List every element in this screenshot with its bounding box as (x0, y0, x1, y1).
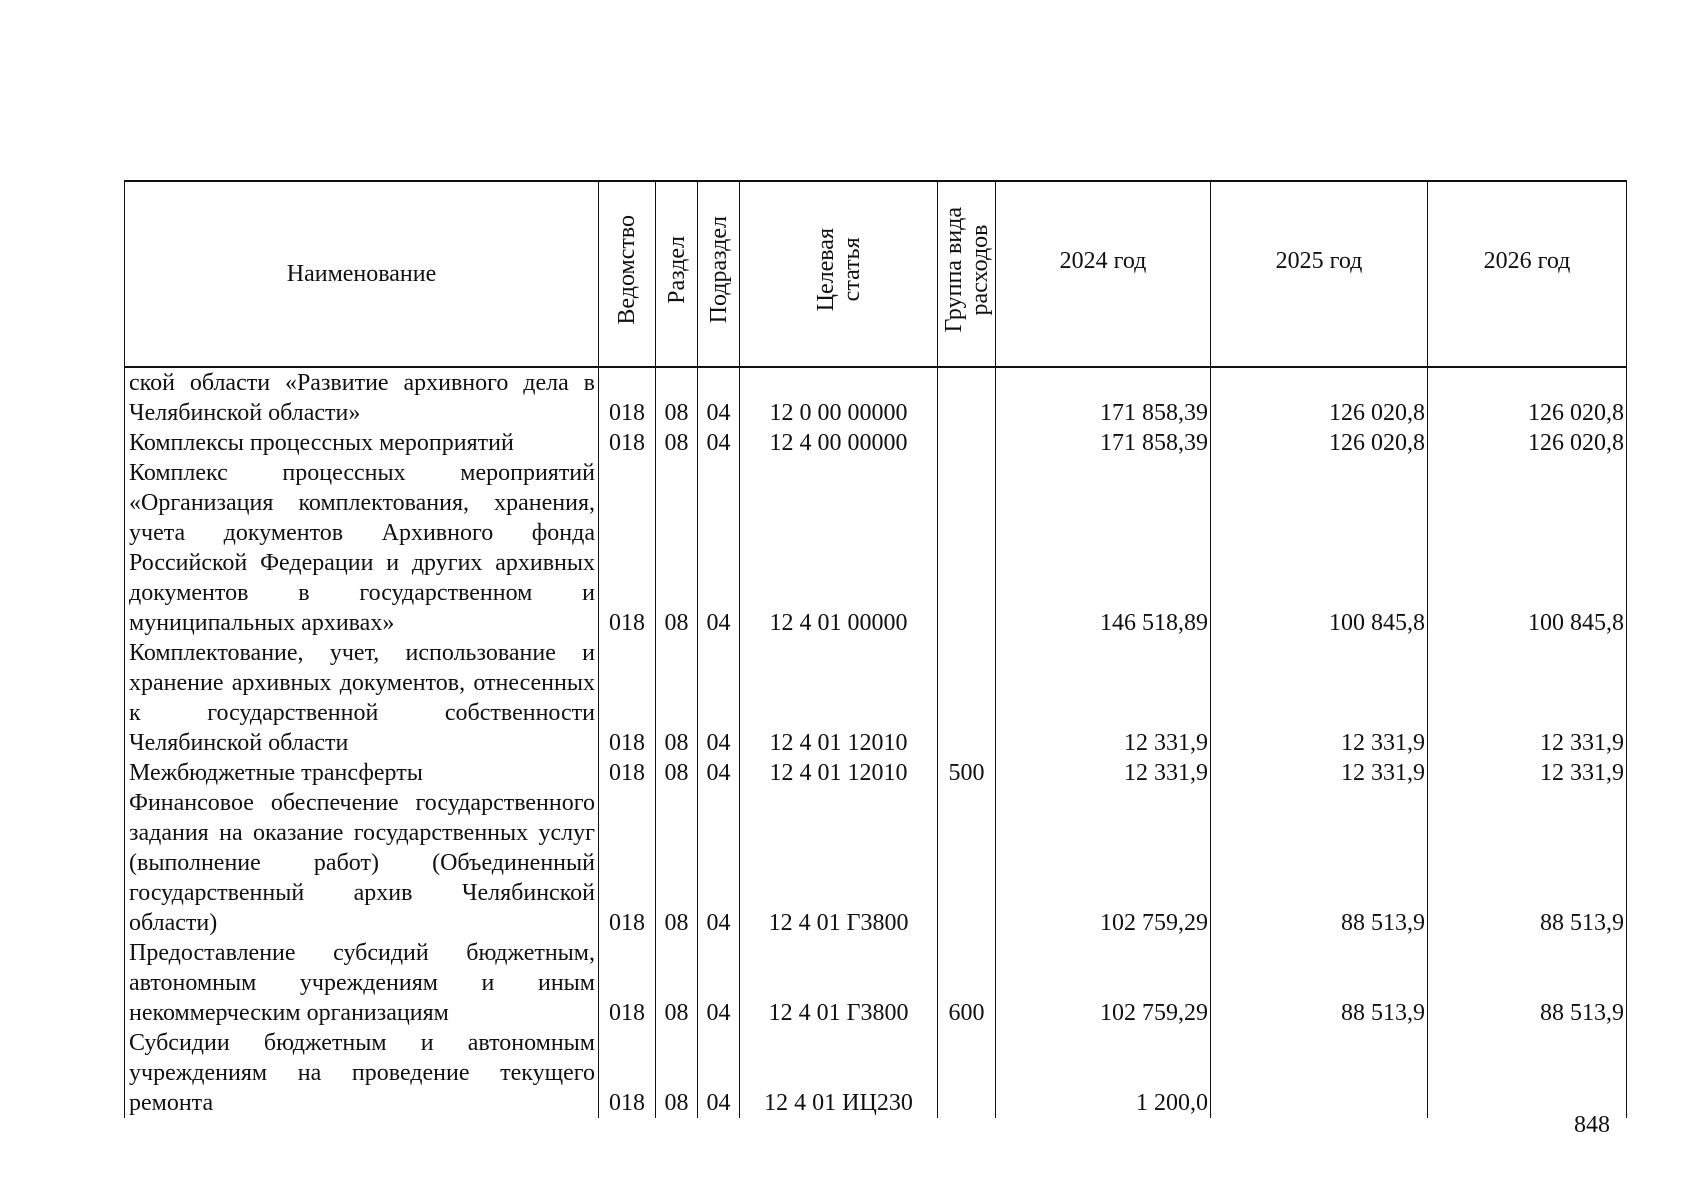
row-y2026: 12 331,9 (1428, 638, 1627, 758)
header-target-line1: Целевая (812, 228, 839, 312)
header-section-label: Раздел (663, 236, 690, 304)
row-section: 08 (656, 458, 698, 638)
row-section: 08 (656, 428, 698, 458)
row-department: 018 (599, 788, 656, 938)
row-target: 12 0 00 00000 (740, 367, 938, 428)
row-name: Комплектование, учет, использование и хранение архивных документов, отнесенных к государственной собственности Челябинской области (125, 638, 599, 758)
table-row (125, 788, 1627, 938)
row-section: 08 (656, 938, 698, 1028)
table-row (125, 938, 1627, 1028)
row-target: 12 4 01 00000 (740, 458, 938, 638)
row-section: 08 (656, 638, 698, 758)
row-kind: 500 (938, 758, 996, 788)
row-y2024: 171 858,39 (996, 428, 1211, 458)
header-expense-group-label (941, 207, 993, 332)
table-body (125, 367, 1627, 1118)
header-subsection (698, 181, 740, 367)
table-header (125, 181, 1627, 367)
row-y2024: 102 759,29 (996, 788, 1211, 938)
header-expense-group-line2: расходов (966, 224, 993, 316)
row-kind (938, 367, 996, 428)
page-number: 848 (1574, 1112, 1610, 1138)
budget-table (124, 180, 1627, 1118)
row-name: Комплексы процессных мероприятий (125, 428, 599, 458)
table-row (125, 367, 1627, 428)
row-name: Предоставление субсидий бюджетным, автономным учреждениям и иным некоммерческим организациям (125, 938, 599, 1028)
row-kind (938, 1028, 996, 1118)
row-kind (938, 638, 996, 758)
row-subsection: 04 (698, 758, 740, 788)
row-y2024: 1 200,0 (996, 1028, 1211, 1118)
row-subsection: 04 (698, 938, 740, 1028)
row-subsection: 04 (698, 638, 740, 758)
row-target: 12 4 01 12010 (740, 638, 938, 758)
row-y2025: 88 513,9 (1211, 938, 1428, 1028)
table-row (125, 458, 1627, 638)
row-name: Субсидии бюджетным и автономным учреждениям на проведение текущего ремонта (125, 1028, 599, 1118)
row-kind (938, 788, 996, 938)
row-y2024: 102 759,29 (996, 938, 1211, 1028)
header-year-2026 (1428, 181, 1627, 367)
row-y2025: 126 020,8 (1211, 367, 1428, 428)
header-year-2026-label: 2026 год (1483, 248, 1571, 274)
header-target-line2: статья (838, 238, 865, 302)
row-department: 018 (599, 938, 656, 1028)
row-department: 018 (599, 638, 656, 758)
row-y2024: 12 331,9 (996, 758, 1211, 788)
row-y2026: 126 020,8 (1428, 428, 1627, 458)
row-y2025: 100 845,8 (1211, 458, 1428, 638)
header-year-2024 (996, 181, 1211, 367)
row-name: ской области «Развитие архивного дела в Челябинской области» (125, 367, 599, 428)
row-y2025: 126 020,8 (1211, 428, 1428, 458)
row-name: Финансовое обеспечение государственного задания на оказание государственных услуг (выполнение работ) (Объединенный государственный архив Челябинской области) (125, 788, 599, 938)
row-kind (938, 458, 996, 638)
header-year-2025 (1211, 181, 1428, 367)
row-y2026: 126 020,8 (1428, 367, 1627, 428)
row-y2025 (1211, 1028, 1428, 1118)
row-name: Комплекс процессных мероприятий «Организация комплектования, хранения, учета документов Архивного фонда Российской Федерации и других архивных документов в государственном и муниципальных архивах» (125, 458, 599, 638)
row-department: 018 (599, 1028, 656, 1118)
row-department: 018 (599, 458, 656, 638)
header-year-2024-label: 2024 год (1059, 248, 1147, 274)
header-expense-group (938, 181, 996, 367)
row-y2025: 12 331,9 (1211, 638, 1428, 758)
row-kind: 600 (938, 938, 996, 1028)
row-target: 12 4 01 12010 (740, 758, 938, 788)
row-y2026: 88 513,9 (1428, 938, 1627, 1028)
header-target-label (813, 228, 865, 311)
row-kind (938, 428, 996, 458)
row-y2026: 100 845,8 (1428, 458, 1627, 638)
row-y2026: 88 513,9 (1428, 788, 1627, 938)
header-section (656, 181, 698, 367)
table-row (125, 1028, 1627, 1118)
row-y2026: 12 331,9 (1428, 758, 1627, 788)
row-subsection: 04 (698, 428, 740, 458)
row-section: 08 (656, 1028, 698, 1118)
row-target: 12 4 01 ИЦ230 (740, 1028, 938, 1118)
header-name (125, 181, 599, 367)
row-y2024: 171 858,39 (996, 367, 1211, 428)
table-row (125, 428, 1627, 458)
row-subsection: 04 (698, 367, 740, 428)
row-y2024: 146 518,89 (996, 458, 1211, 638)
header-subsection-label: Подраздел (705, 216, 732, 324)
row-subsection: 04 (698, 1028, 740, 1118)
row-y2025: 88 513,9 (1211, 788, 1428, 938)
row-department: 018 (599, 758, 656, 788)
row-target: 12 4 01 Г3800 (740, 938, 938, 1028)
row-subsection: 04 (698, 458, 740, 638)
row-section: 08 (656, 367, 698, 428)
row-y2024: 12 331,9 (996, 638, 1211, 758)
row-y2026 (1428, 1028, 1627, 1118)
row-y2025: 12 331,9 (1211, 758, 1428, 788)
row-section: 08 (656, 758, 698, 788)
row-target: 12 4 00 00000 (740, 428, 938, 458)
header-target (740, 181, 938, 367)
header-department (599, 181, 656, 367)
row-target: 12 4 01 Г3800 (740, 788, 938, 938)
header-year-2025-label: 2025 год (1275, 248, 1363, 274)
row-name: Межбюджетные трансферты (125, 758, 599, 788)
row-section: 08 (656, 788, 698, 938)
row-department: 018 (599, 428, 656, 458)
header-expense-group-line1: Группа вида (940, 207, 967, 333)
header-name-label: Наименование (286, 261, 437, 287)
row-department: 018 (599, 367, 656, 428)
row-subsection: 04 (698, 788, 740, 938)
table-row (125, 758, 1627, 788)
table-row (125, 638, 1627, 758)
header-department-label: Ведомство (614, 215, 640, 325)
